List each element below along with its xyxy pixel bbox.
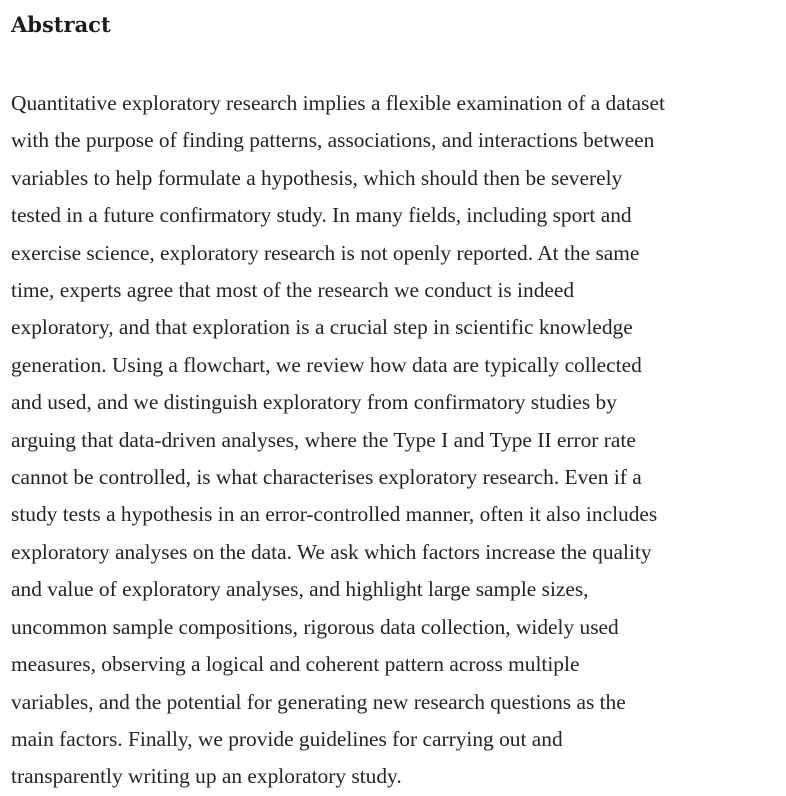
abstract-line: measures, observing a logical and coherent pattern across multiple	[11, 652, 580, 677]
abstract-line: and value of exploratory analyses, and highlight large sample sizes,	[11, 577, 589, 602]
abstract-heading: Abstract	[11, 12, 111, 37]
abstract-line: exploratory, and that exploration is a crucial step in scientific knowledge	[11, 315, 633, 340]
abstract-line: variables to help formulate a hypothesis, which should then be severely	[11, 165, 623, 190]
abstract-line: transparently writing up an exploratory study.	[11, 764, 402, 789]
abstract-line: Quantitative exploratory research implies a flexible examination of a dataset	[11, 91, 665, 115]
abstract-line: exploratory analyses on the data. We ask which factors increase the quality	[11, 539, 652, 564]
abstract-line: time, experts agree that most of the research we conduct is indeed	[11, 278, 575, 303]
abstract-line: and used, and we distinguish exploratory from confirmatory studies by	[11, 390, 617, 415]
abstract-line: variables, and the potential for generating new research questions as the	[11, 689, 626, 714]
abstract-line: cannot be controlled, is what characterises exploratory research. Even if a	[11, 465, 642, 490]
abstract-line: arguing that data-driven analyses, where the Type I and Type II error rate	[11, 427, 636, 452]
abstract-body	[11, 85, 771, 796]
abstract-line: uncommon sample compositions, rigorous data collection, widely used	[11, 614, 619, 639]
abstract-line: study tests a hypothesis in an error-controlled manner, often it also includes	[11, 502, 658, 527]
abstract-section	[11, 8, 771, 796]
abstract-line: generation. Using a flowchart, we review how data are typically collected	[11, 352, 642, 377]
abstract-line: tested in a future confirmatory study. In many fields, including sport and	[11, 203, 632, 228]
abstract-line: main factors. Finally, we provide guidelines for carrying out and	[11, 726, 563, 751]
abstract-line: with the purpose of finding patterns, associations, and interactions between	[11, 128, 655, 153]
abstract-line: exercise science, exploratory research is not openly reported. At the same	[11, 240, 640, 265]
